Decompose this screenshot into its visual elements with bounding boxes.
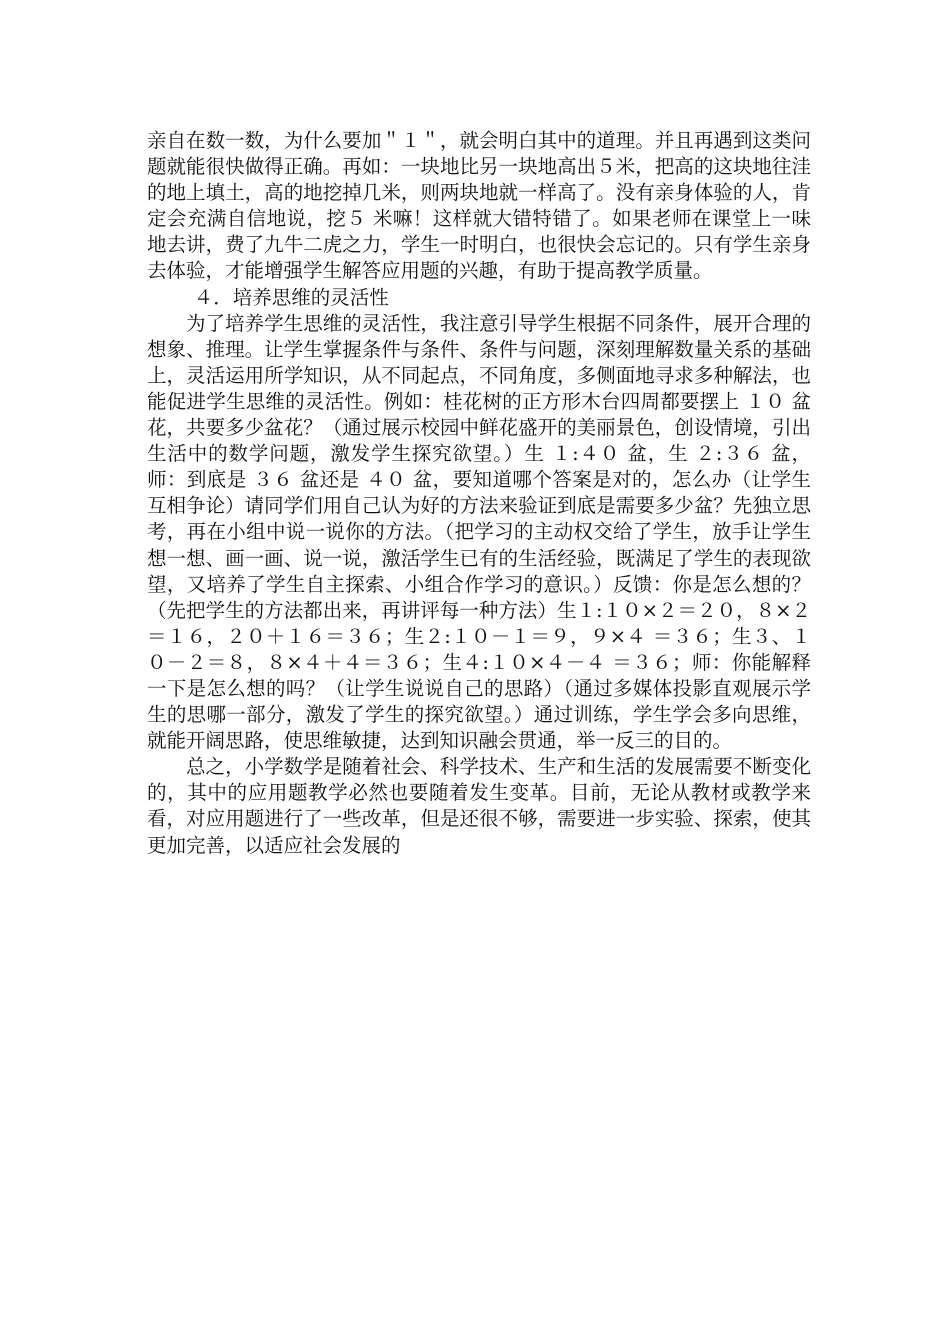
- paragraph-practical-experience: 亲自在数一数，为什么要加＂１＂，就会明白其中的道理。并且再遇到这类问题就能很快做得正确。再如：一块地比另一块地高出５米，把高的这块地往洼的地上填土，高的地挖掉几米，则两块地就一样高了。没有亲身体验的人，肯定会充满自信地说，挖５ 米嘛！这样就大错特错了。如果老师在课堂上一味地去讲，费了九牛二虎之力，学生一时明白，也很快会忘记的。只有学生亲身去体验，才能增强学生解答应用题的兴趣，有助于提高教学质量。: [147, 129, 811, 283]
- paragraph-flexible-thinking: 为了培养学生思维的灵活性，我注意引导学生根据不同条件，展开合理的想象、推理。让学生掌握条件与条件、条件与问题，深刻理解数量关系的基础上，灵活运用所学知识，从不同起点，不同角度，多侧面地寻求多种解法，也能促进学生思维的灵活性。例如：桂花树的正方形木台四周都要摆上 １０ 盆花，共要多少盆花？（通过展示校园中鲜花盛开的美丽景色，创设情境，引出生活中的数学问题，激发学生探究欲望。）生 １:４０ 盆，生 ２:３６ 盆，师：到底是 ３６ 盆还是 ４０ 盆，要知道哪个答案是对的，怎么办（让学生互相争论）请同学们用自己认为好的方法来验证到底是需要多少盆？先独立思考，再在小组中说一说你的方法。（把学习的主动权交给了学生，放手让学生想一想、画一画、说一说，激活学生已有的生活经验，既满足了学生的表现欲望，又培养了学生自主探索、小组合作学习的意识。）反馈：你是怎么想的？（先把学生的方法都出来，再讲评每一种方法）生１:１０×２＝２０，８×２＝１６，２０＋１６＝３６；生２:１０－１＝９，９×４ ＝３６；生３、１０－２＝８，８×４＋４＝３６；生４:１０×４－４ ＝３６；师：你能解释一下是怎么想的吗？（让学生说说自己的思路）（通过多媒体投影直观展示学生的思哪一部分，激发了学生的探究欲望。）通过训练，学生学会多向思维，就能开阔思路，使思维敏捷，达到知识融会贯通，举一反三的目的。: [147, 311, 811, 753]
- section-heading: ４．培养思维的灵活性: [193, 285, 389, 309]
- document-page: [147, 128, 811, 859]
- paragraph-conclusion: 总之，小学数学是随着社会、科学技术、生产和生活的发展需要不断变化的，其中的应用题教学必然也要随着发生变革。目前，无论从教材或教学来看，对应用题进行了一些改革，但是还很不够，需要进一步实验、探索，使其更加完善，以适应社会发展的: [147, 755, 811, 857]
